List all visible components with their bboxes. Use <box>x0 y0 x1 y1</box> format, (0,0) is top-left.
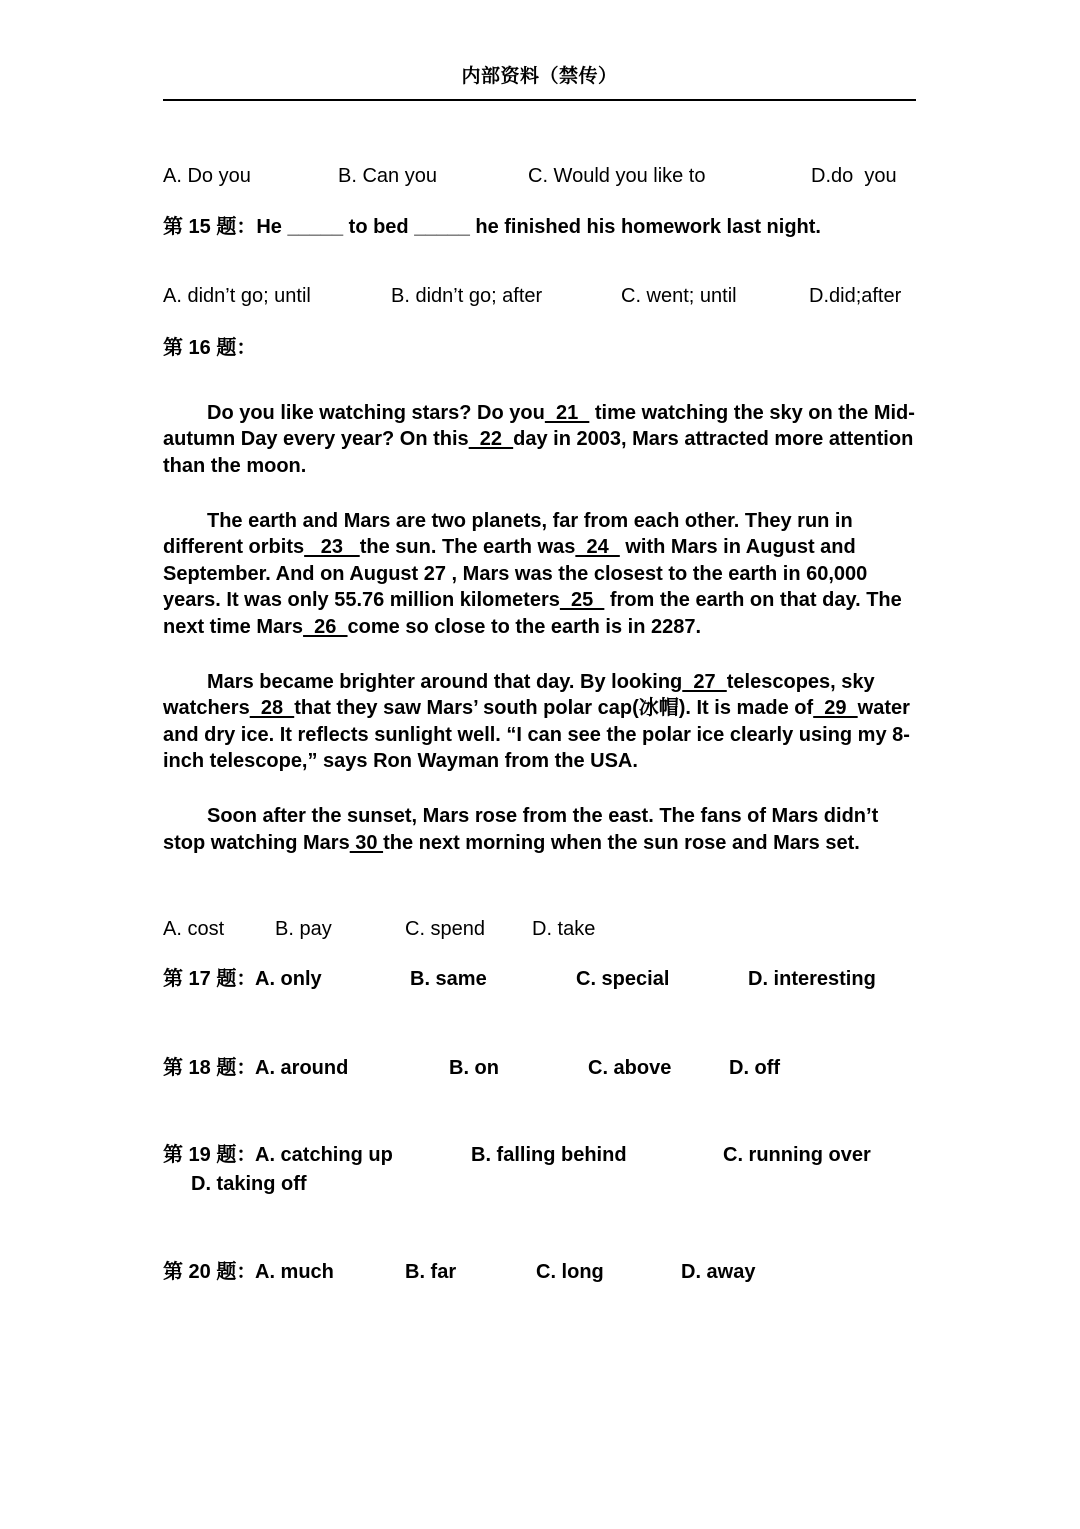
option-a[interactable]: A. Do you <box>163 164 251 187</box>
document-header <box>163 0 916 89</box>
question-19 <box>163 1141 916 1170</box>
passage-text: Do you like watching stars? Do you <box>207 401 545 424</box>
document-page <box>163 0 916 1529</box>
passage-text: telescopes, sky watchers <box>163 670 875 720</box>
option-c[interactable]: C. went; until <box>621 284 737 307</box>
option-a[interactable]: A. much <box>255 1261 334 1284</box>
question-16-label: 第 16 题： <box>163 336 257 359</box>
question-14-options <box>163 163 916 190</box>
question-15-label: 第 15 题： <box>163 215 257 238</box>
option-c[interactable]: C. running over <box>723 1144 871 1167</box>
blank-23[interactable]: 23 <box>304 536 360 559</box>
blank-27[interactable]: 27 <box>682 670 727 693</box>
option-c[interactable]: C. Would you like to <box>528 164 706 187</box>
question-17 <box>163 965 916 994</box>
question-17-label: 第 17 题： <box>163 968 257 991</box>
passage-paragraph <box>163 508 916 641</box>
option-b[interactable]: B. falling behind <box>471 1144 627 1167</box>
option-d[interactable]: D. interesting <box>748 968 876 991</box>
option-a[interactable]: A. only <box>255 968 322 991</box>
passage-text: the sun. The earth was <box>359 536 576 559</box>
option-b[interactable]: B. far <box>405 1261 457 1284</box>
option-a[interactable]: A. around <box>255 1057 349 1080</box>
option-c[interactable]: C. long <box>536 1261 604 1284</box>
option-d[interactable]: D.do you <box>811 164 897 187</box>
option-d[interactable]: D.did;after <box>809 284 902 307</box>
passage-text: the next morning when the sun rose and Mars set. <box>383 831 860 854</box>
question-19-options-line-2 <box>163 1170 916 1199</box>
option-a[interactable]: A. cost <box>163 918 225 941</box>
option-b[interactable]: B. pay <box>275 918 332 941</box>
passage-text: water and dry ice. It reflects sunlight well. “I can see the polar ice clearly using my 8-inch telescope,” says Ron Wayman from the USA. <box>163 697 910 773</box>
question-19-label: 第 19 题： <box>163 1144 257 1167</box>
option-d[interactable]: D. away <box>681 1261 756 1284</box>
question-18 <box>163 1054 916 1083</box>
blank-22[interactable]: 22 <box>468 428 514 451</box>
question-15-sentence: He _____ to bed _____ he finished his homework last night. <box>256 215 821 238</box>
blank-30[interactable]: 30 <box>349 831 384 854</box>
blank-29[interactable]: 29 <box>813 697 858 720</box>
blank-24[interactable]: 24 <box>575 536 620 559</box>
passage-text: day in 2003, Mars attracted more attention than the moon. <box>163 428 914 477</box>
passage-text: that they saw Mars’ south polar cap(冰帽). It is made of <box>294 697 814 720</box>
question-18-label: 第 18 题： <box>163 1057 257 1080</box>
blank-28[interactable]: 28 <box>249 697 295 720</box>
question-15-options <box>163 283 916 310</box>
blank-25[interactable]: 25 <box>559 589 605 612</box>
option-a[interactable]: A. catching up <box>255 1144 393 1167</box>
option-d[interactable]: D. off <box>729 1057 781 1080</box>
passage-paragraph <box>163 803 916 856</box>
question-15 <box>163 213 916 242</box>
passage-paragraph <box>163 669 916 775</box>
passage-text: from the earth on that day. The next time Mars <box>163 589 902 638</box>
option-a[interactable]: A. didn’t go; until <box>163 284 311 307</box>
option-b[interactable]: B. Can you <box>338 164 437 187</box>
document-title: 内部资料（禁传） <box>461 66 618 87</box>
passage-text: with Mars in August and September. And on August 27 , Mars was the closest to the earth in 60,000 years. It was only 55.76 million kilometers <box>163 536 868 612</box>
passage-paragraph <box>163 400 916 480</box>
question-20 <box>163 1258 916 1287</box>
passage-text: time watching the sky on the Mid-autumn Day every year? On this <box>163 401 915 451</box>
passage-text: Soon after the sunset, Mars rose from the east. The fans of Mars didn’t stop watching Mars <box>163 804 879 854</box>
passage-text: The earth and Mars are two planets, far from each other. They run in different orbits <box>163 509 853 559</box>
option-c[interactable]: C. spend <box>405 918 486 941</box>
question-16-passage <box>163 400 916 856</box>
option-b[interactable]: B. didn’t go; after <box>391 284 543 307</box>
blank-21[interactable]: 21 <box>544 401 590 424</box>
question-20-label: 第 20 题： <box>163 1261 257 1284</box>
option-b[interactable]: B. same <box>410 968 487 991</box>
option-d[interactable]: D. take <box>532 918 596 941</box>
option-d[interactable]: D. taking off <box>191 1173 307 1196</box>
passage-text: Mars became brighter around that day. By looking <box>207 670 683 693</box>
question-16-options <box>163 916 916 943</box>
option-c[interactable]: C. special <box>576 968 670 991</box>
blank-26[interactable]: 26 <box>303 615 348 638</box>
option-b[interactable]: B. on <box>449 1057 499 1080</box>
passage-text: come so close to the earth is in 2287. <box>347 615 702 638</box>
option-c[interactable]: C. above <box>588 1057 672 1080</box>
